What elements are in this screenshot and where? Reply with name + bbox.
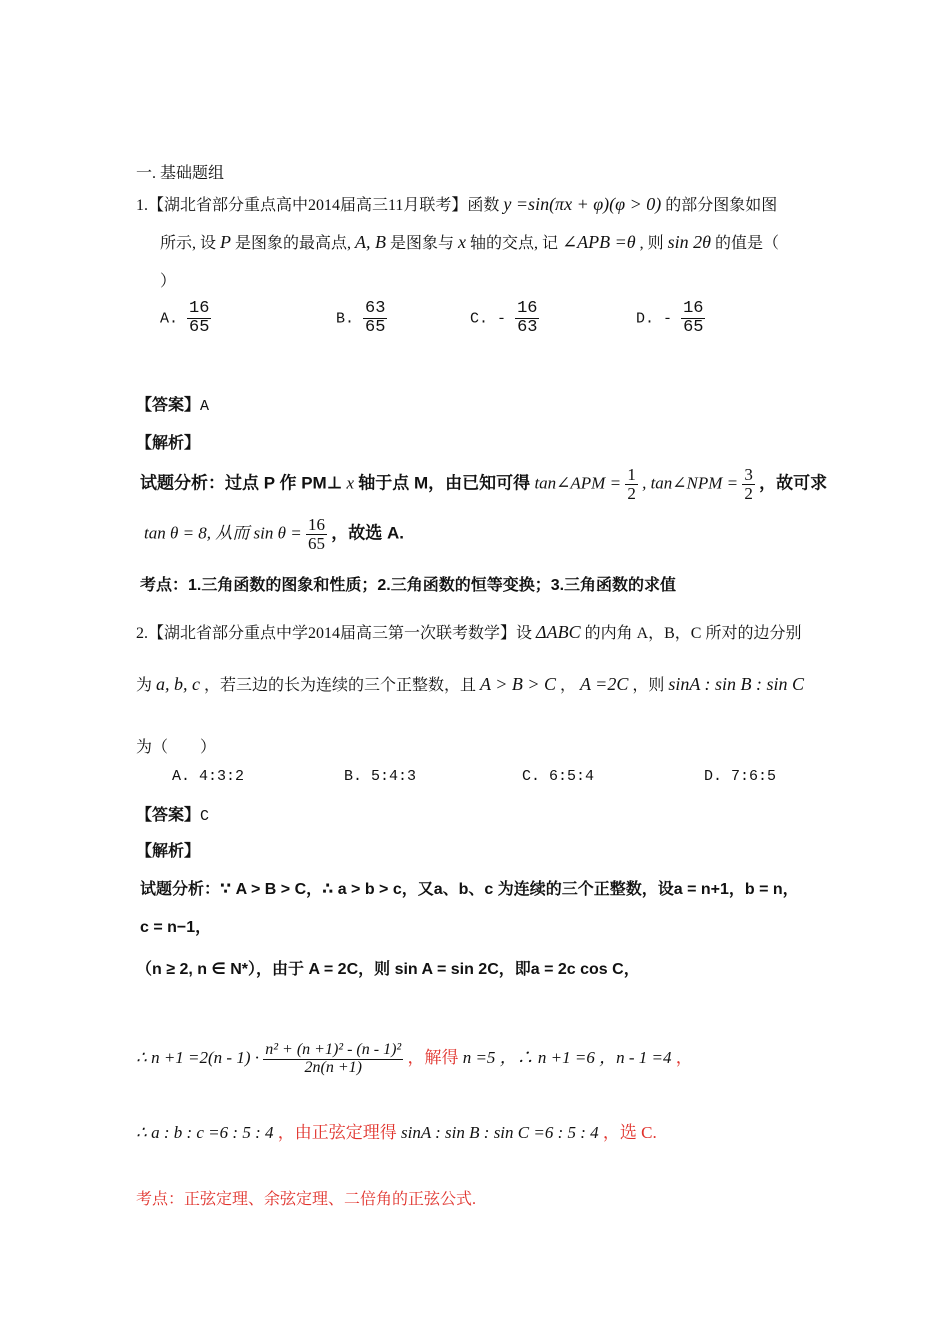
- option-label: D.: [636, 310, 655, 328]
- q1-option-c[interactable]: [470, 300, 539, 337]
- q1-text: 是图象与: [390, 235, 455, 252]
- q1-analysis-line1: [140, 466, 827, 503]
- q2-ratio: sinA : sin B : sin C: [668, 674, 805, 694]
- equation-text: n =5: [462, 1048, 496, 1068]
- q1-option-d[interactable]: [636, 300, 705, 337]
- answer-value: C: [200, 808, 210, 825]
- analysis-tan-npm: , tan∠NPM =: [642, 473, 739, 493]
- q2-equation: A =2C: [580, 674, 629, 694]
- q2-text: 为: [136, 677, 153, 694]
- fraction-numerator: n² + (n +1)² - (n - 1)²: [265, 1041, 402, 1058]
- q2-stem-line3: 为（ ）: [136, 739, 217, 756]
- equation-text: ，n - 1 =4: [599, 1048, 672, 1068]
- option-denominator: 65: [189, 317, 210, 337]
- q2-source: 2.【湖北省部分重点中学2014届高三第一次联考数学】设: [136, 625, 533, 642]
- q1-option-b[interactable]: [336, 300, 387, 337]
- q2-analysis-line3: （n ≥ 2, n ∈ N*），由于 A = 2C，则 sin A = sin 2C，即a = 2c cos C，: [136, 961, 640, 978]
- equation-note: ，选 C.: [602, 1123, 657, 1142]
- q1-text: 是图象的最高点,: [235, 235, 352, 252]
- equation-text: ，∴ n +1 =6: [499, 1048, 595, 1068]
- q2-kaodian: 考点：正弦定理、余弦定理、二倍角的正弦公式.: [136, 1191, 477, 1208]
- equation-note: ，由正弦定理得: [277, 1123, 397, 1142]
- option-denominator: 65: [683, 317, 704, 337]
- q2-equation-line2: [136, 1118, 657, 1143]
- q2-triangle: ΔABC: [536, 622, 581, 642]
- q1-var-p: P: [220, 232, 232, 252]
- option-label: C.: [470, 310, 489, 328]
- q1-text: 所示, 设: [160, 235, 217, 252]
- q1-text: 轴的交点, 记: [470, 235, 559, 252]
- q2-text: ，则: [632, 677, 665, 694]
- equation-note: ，解得: [407, 1048, 459, 1068]
- analysis-tan-theta: tan θ = 8, 从而 sin θ =: [144, 523, 302, 543]
- q2-analysis-line1: 试题分析：∵ A > B > C，∴ a > b > c，又a、b、c 为连续的三个正整数，设a = n+1，b = n，: [140, 881, 799, 898]
- analysis-text: ，故可求: [759, 473, 828, 493]
- q1-text: 的值是（: [715, 235, 780, 252]
- q2-sides: a, b, c: [156, 674, 201, 694]
- q2-inequality: A > B > C: [480, 674, 556, 694]
- q1-var-x: x: [458, 232, 467, 252]
- answer-tag: 【答案】: [136, 397, 201, 414]
- analysis-tan-apm: tan∠APM =: [534, 473, 622, 493]
- q1-angle: ∠APB =θ: [562, 232, 636, 252]
- q2-text: ，: [560, 677, 577, 694]
- equation-text: ∴ a : b : c =6 : 5 : 4: [136, 1123, 274, 1142]
- fraction-denominator: 2: [744, 483, 753, 503]
- analysis-text: 轴于点 M，由已知可得: [358, 473, 531, 493]
- analysis-text: 试题分析：过点 P 作 PM⊥: [140, 473, 343, 493]
- q2-option-b[interactable]: B. 5:4:3: [344, 768, 417, 785]
- answer-tag: 【答案】: [136, 807, 201, 824]
- section-title: 一. 基础题组: [136, 165, 225, 182]
- option-numerator: 16: [517, 299, 538, 318]
- q2-analysis-line2: c = n−1，: [140, 919, 212, 936]
- option-numerator: 16: [189, 299, 210, 318]
- fraction-denominator: 2n(n +1): [304, 1058, 362, 1076]
- q2-equation-line1: [136, 1042, 693, 1077]
- q2-answer: [136, 802, 209, 825]
- q1-text: , 则: [639, 235, 664, 252]
- fraction-numerator: 1: [627, 465, 636, 484]
- q1-stem-line2: [160, 230, 779, 253]
- option-sign: -: [663, 310, 673, 328]
- fraction-numerator: 16: [307, 515, 325, 534]
- q2-stem-line2: [136, 672, 804, 695]
- q1-stem-text: 的部分图象如图: [665, 197, 778, 214]
- q2-option-d[interactable]: D. 7:6:5: [704, 768, 777, 785]
- q1-option-a[interactable]: [160, 300, 211, 337]
- answer-value: A: [200, 398, 210, 415]
- equation-text: ∴ n +1 =2(n - 1) ·: [136, 1048, 259, 1068]
- q1-kaodian: 考点：1.三角函数的图象和性质；2.三角函数的恒等变换；3.三角函数的求值: [140, 577, 677, 594]
- fraction-denominator: 2: [627, 483, 636, 503]
- option-numerator: 63: [365, 299, 386, 318]
- option-label: B.: [336, 310, 355, 328]
- q2-analysis-tag: 【解析】: [136, 843, 201, 860]
- q1-var-ab: A, B: [355, 232, 387, 252]
- fraction-numerator: 3: [744, 465, 753, 484]
- q1-function: y =sin(πx + φ)(φ > 0): [503, 194, 662, 214]
- equation-note: ，: [675, 1048, 693, 1068]
- option-sign: -: [497, 310, 507, 328]
- option-denominator: 65: [365, 317, 386, 337]
- equation-text: sinA : sin B : sin C =6 : 5 : 4: [400, 1123, 599, 1142]
- q1-analysis-tag: 【解析】: [136, 435, 201, 452]
- analysis-var-x: x: [346, 473, 355, 493]
- option-label: A.: [160, 310, 179, 328]
- q2-text: ，若三边的长为连续的三个正整数，且: [204, 677, 477, 694]
- option-denominator: 63: [517, 317, 538, 337]
- q2-text: 的内角 A，B，C 所对的边分别: [584, 625, 802, 642]
- analysis-text: ，故选 A.: [331, 523, 404, 543]
- q1-stem-line1: [136, 192, 777, 215]
- q1-sin2theta: sin 2θ: [667, 232, 711, 252]
- q2-stem-line1: [136, 620, 801, 643]
- q1-answer: [136, 392, 209, 415]
- q2-option-a[interactable]: A. 4:3:2: [172, 768, 245, 785]
- q1-source: 1.【湖北省部分重点高中2014届高三11月联考】函数: [136, 197, 500, 214]
- option-numerator: 16: [683, 299, 704, 318]
- q1-analysis-line2: [144, 516, 404, 553]
- fraction-denominator: 65: [307, 533, 325, 553]
- q2-option-c[interactable]: C. 6:5:4: [522, 768, 595, 785]
- q1-stem-line3: ）: [160, 273, 177, 290]
